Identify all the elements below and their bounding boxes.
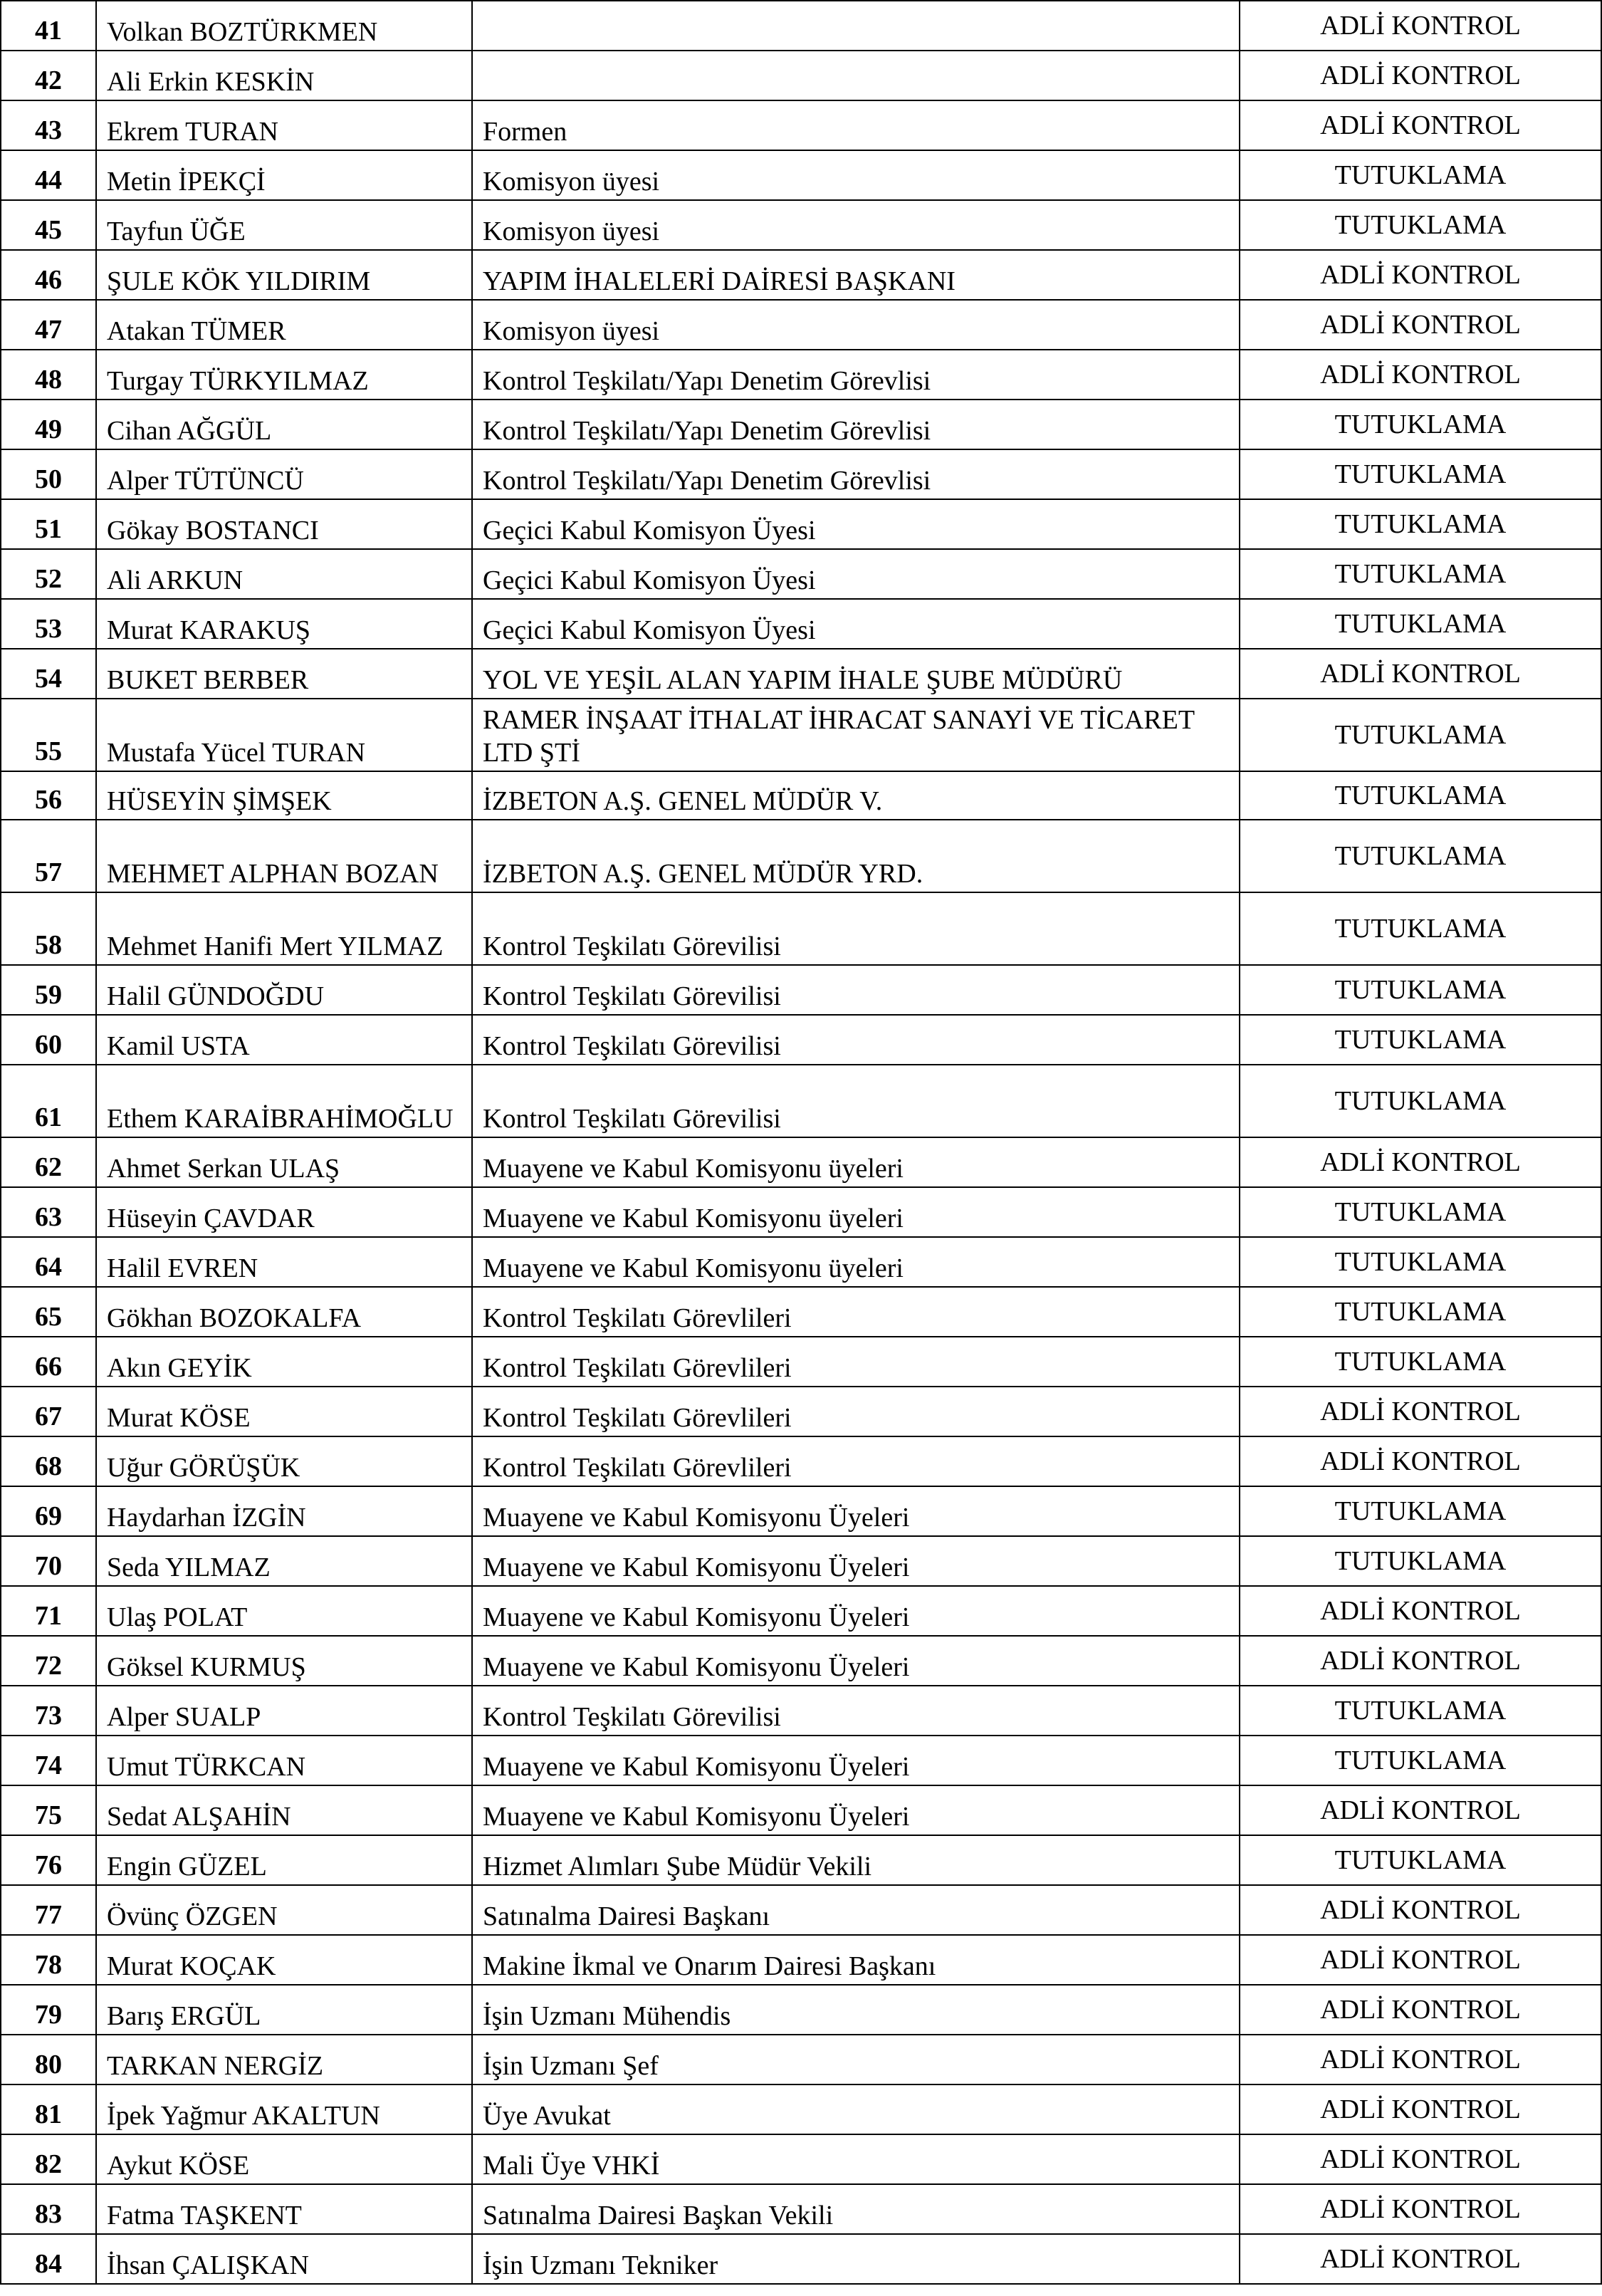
table-row — [1, 2035, 1601, 2084]
person-name: Halil GÜNDOĞDU — [96, 965, 472, 1015]
legal-status: ADLİ KONTROL — [1240, 1885, 1601, 1935]
table-row — [1, 1486, 1601, 1536]
person-name: Akın GEYİK — [96, 1337, 472, 1387]
person-name: Ahmet Serkan ULAŞ — [96, 1137, 472, 1187]
job-title: İşin Uzmanı Tekniker — [472, 2234, 1240, 2284]
table-row — [1, 300, 1601, 350]
person-name: Gökay BOSTANCI — [96, 499, 472, 549]
job-title: Üye Avukat — [472, 2084, 1240, 2134]
job-title: Geçici Kabul Komisyon Üyesi — [472, 549, 1240, 599]
person-name: Aykut KÖSE — [96, 2134, 472, 2184]
table-row — [1, 1187, 1601, 1237]
row-number: 72 — [1, 1636, 96, 1686]
person-name: Halil EVREN — [96, 1237, 472, 1287]
legal-status: ADLİ KONTROL — [1240, 1, 1601, 51]
row-number: 71 — [1, 1586, 96, 1636]
person-name: Ethem KARAİBRAHİMOĞLU — [96, 1065, 472, 1137]
person-name: Barış ERGÜL — [96, 1985, 472, 2035]
job-title: Geçici Kabul Komisyon Üyesi — [472, 499, 1240, 549]
table-row — [1, 100, 1601, 150]
person-name: ŞULE KÖK YILDIRIM — [96, 250, 472, 300]
legal-status: ADLİ KONTROL — [1240, 649, 1601, 699]
table-row — [1, 2234, 1601, 2284]
job-title: Kontrol Teşkilatı Görevilisi — [472, 892, 1240, 965]
person-name: Ulaş POLAT — [96, 1586, 472, 1636]
table-row — [1, 150, 1601, 200]
row-number: 49 — [1, 400, 96, 449]
job-title: Muayene ve Kabul Komisyonu Üyeleri — [472, 1736, 1240, 1785]
person-name: Gökhan BOZOKALFA — [96, 1287, 472, 1337]
table-row — [1, 1137, 1601, 1187]
row-number: 78 — [1, 1935, 96, 1985]
row-number: 59 — [1, 965, 96, 1015]
table-row — [1, 820, 1601, 892]
job-title: Kontrol Teşkilatı Görevilisi — [472, 1065, 1240, 1137]
table-row — [1, 1835, 1601, 1885]
table-row — [1, 1, 1601, 51]
person-name: Alper TÜTÜNCÜ — [96, 449, 472, 499]
job-title: Satınalma Dairesi Başkanı — [472, 1885, 1240, 1935]
person-name: Turgay TÜRKYILMAZ — [96, 350, 472, 400]
table-row — [1, 1686, 1601, 1736]
job-title — [472, 51, 1240, 100]
person-name: İhsan ÇALIŞKAN — [96, 2234, 472, 2284]
row-number: 83 — [1, 2184, 96, 2234]
legal-status: TUTUKLAMA — [1240, 499, 1601, 549]
legal-status: TUTUKLAMA — [1240, 1686, 1601, 1736]
legal-status: ADLİ KONTROL — [1240, 1935, 1601, 1985]
row-number: 69 — [1, 1486, 96, 1536]
table-row — [1, 350, 1601, 400]
job-title: Kontrol Teşkilatı/Yapı Denetim Görevlisi — [472, 350, 1240, 400]
row-number: 67 — [1, 1387, 96, 1436]
person-name: BUKET BERBER — [96, 649, 472, 699]
table-row — [1, 1287, 1601, 1337]
row-number: 82 — [1, 2134, 96, 2184]
job-title: Kontrol Teşkilatı Görevlileri — [472, 1287, 1240, 1337]
person-name: Engin GÜZEL — [96, 1835, 472, 1885]
job-title: Muayene ve Kabul Komisyonu Üyeleri — [472, 1586, 1240, 1636]
legal-status: ADLİ KONTROL — [1240, 350, 1601, 400]
person-name: Alper SUALP — [96, 1686, 472, 1736]
person-name: Mustafa Yücel TURAN — [96, 699, 472, 771]
person-name: MEHMET ALPHAN BOZAN — [96, 820, 472, 892]
legal-status: ADLİ KONTROL — [1240, 1387, 1601, 1436]
row-number: 43 — [1, 100, 96, 150]
legal-status: TUTUKLAMA — [1240, 1835, 1601, 1885]
job-title: Mali Üye VHKİ — [472, 2134, 1240, 2184]
row-number: 50 — [1, 449, 96, 499]
legal-status: ADLİ KONTROL — [1240, 2084, 1601, 2134]
person-name: Ali Erkin KESKİN — [96, 51, 472, 100]
row-number: 52 — [1, 549, 96, 599]
job-title: Muayene ve Kabul Komisyonu üyeleri — [472, 1237, 1240, 1287]
legal-status: ADLİ KONTROL — [1240, 2184, 1601, 2234]
row-number: 68 — [1, 1436, 96, 1486]
job-title: Kontrol Teşkilatı Görevlileri — [472, 1436, 1240, 1486]
table-row — [1, 449, 1601, 499]
legal-status: TUTUKLAMA — [1240, 400, 1601, 449]
legal-status: ADLİ KONTROL — [1240, 1985, 1601, 2035]
table-row — [1, 699, 1601, 771]
job-title: Komisyon üyesi — [472, 150, 1240, 200]
legal-status: ADLİ KONTROL — [1240, 2134, 1601, 2184]
legal-status: TUTUKLAMA — [1240, 449, 1601, 499]
legal-status: TUTUKLAMA — [1240, 1237, 1601, 1287]
job-title: İşin Uzmanı Mühendis — [472, 1985, 1240, 2035]
job-title: Kontrol Teşkilatı Görevilisi — [472, 965, 1240, 1015]
legal-status: ADLİ KONTROL — [1240, 1785, 1601, 1835]
row-number: 51 — [1, 499, 96, 549]
job-title: YAPIM İHALELERİ DAİRESİ BAŞKANI — [472, 250, 1240, 300]
person-name: Seda YILMAZ — [96, 1536, 472, 1586]
person-name: HÜSEYİN ŞİMŞEK — [96, 771, 472, 820]
table-row — [1, 2134, 1601, 2184]
legal-status: TUTUKLAMA — [1240, 200, 1601, 250]
table-row — [1, 1015, 1601, 1065]
row-number: 60 — [1, 1015, 96, 1065]
row-number: 73 — [1, 1686, 96, 1736]
table-row — [1, 1436, 1601, 1486]
job-title: Kontrol Teşkilatı/Yapı Denetim Görevlisi — [472, 449, 1240, 499]
job-title: Hizmet Alımları Şube Müdür Vekili — [472, 1835, 1240, 1885]
row-number: 81 — [1, 2084, 96, 2134]
table-row — [1, 1736, 1601, 1785]
person-name: Murat KARAKUŞ — [96, 599, 472, 649]
person-name: Göksel KURMUŞ — [96, 1636, 472, 1686]
legal-status: ADLİ KONTROL — [1240, 2035, 1601, 2084]
job-title: İZBETON A.Ş. GENEL MÜDÜR V. — [472, 771, 1240, 820]
person-name: Volkan BOZTÜRKMEN — [96, 1, 472, 51]
person-name: Hüseyin ÇAVDAR — [96, 1187, 472, 1237]
job-title: Makine İkmal ve Onarım Dairesi Başkanı — [472, 1935, 1240, 1985]
row-number: 64 — [1, 1237, 96, 1287]
job-title: İZBETON A.Ş. GENEL MÜDÜR YRD. — [472, 820, 1240, 892]
legal-status: TUTUKLAMA — [1240, 1486, 1601, 1536]
job-title: Muayene ve Kabul Komisyonu Üyeleri — [472, 1636, 1240, 1686]
person-name: Ekrem TURAN — [96, 100, 472, 150]
legal-status: TUTUKLAMA — [1240, 150, 1601, 200]
job-title: Muayene ve Kabul Komisyonu üyeleri — [472, 1187, 1240, 1237]
legal-status: TUTUKLAMA — [1240, 965, 1601, 1015]
person-name: Atakan TÜMER — [96, 300, 472, 350]
job-title: Muayene ve Kabul Komisyonu Üyeleri — [472, 1785, 1240, 1835]
table-row — [1, 1935, 1601, 1985]
legal-status: TUTUKLAMA — [1240, 1015, 1601, 1065]
table-row — [1, 250, 1601, 300]
table-row — [1, 1586, 1601, 1636]
row-number: 54 — [1, 649, 96, 699]
person-name: İpek Yağmur AKALTUN — [96, 2084, 472, 2134]
row-number: 44 — [1, 150, 96, 200]
person-name: Mehmet Hanifi Mert YILMAZ — [96, 892, 472, 965]
person-name: Tayfun ÜĞE — [96, 200, 472, 250]
job-title: Komisyon üyesi — [472, 300, 1240, 350]
row-number: 53 — [1, 599, 96, 649]
table-body — [1, 1, 1601, 2284]
legal-status: ADLİ KONTROL — [1240, 2234, 1601, 2284]
table-row — [1, 1337, 1601, 1387]
person-name: Sedat ALŞAHİN — [96, 1785, 472, 1835]
job-title: Muayene ve Kabul Komisyonu Üyeleri — [472, 1486, 1240, 1536]
row-number: 46 — [1, 250, 96, 300]
legal-status: TUTUKLAMA — [1240, 771, 1601, 820]
row-number: 56 — [1, 771, 96, 820]
row-number: 66 — [1, 1337, 96, 1387]
legal-status: TUTUKLAMA — [1240, 549, 1601, 599]
job-title: Kontrol Teşkilatı Görevilisi — [472, 1686, 1240, 1736]
person-name: Övünç ÖZGEN — [96, 1885, 472, 1935]
table-row — [1, 1785, 1601, 1835]
table-row — [1, 51, 1601, 100]
row-number: 57 — [1, 820, 96, 892]
legal-status: TUTUKLAMA — [1240, 1536, 1601, 1586]
legal-status: TUTUKLAMA — [1240, 820, 1601, 892]
person-name: Haydarhan İZGİN — [96, 1486, 472, 1536]
table-row — [1, 549, 1601, 599]
job-title: RAMER İNŞAAT İTHALAT İHRACAT SANAYİ VE TİCARET LTD ŞTİ — [472, 699, 1240, 771]
row-number: 76 — [1, 1835, 96, 1885]
job-title: YOL VE YEŞİL ALAN YAPIM İHALE ŞUBE MÜDÜRÜ — [472, 649, 1240, 699]
legal-status: TUTUKLAMA — [1240, 599, 1601, 649]
job-title: Kontrol Teşkilatı Görevlileri — [472, 1387, 1240, 1436]
table-row — [1, 499, 1601, 549]
job-title: Muayene ve Kabul Komisyonu Üyeleri — [472, 1536, 1240, 1586]
row-number: 70 — [1, 1536, 96, 1586]
row-number: 77 — [1, 1885, 96, 1935]
legal-status: TUTUKLAMA — [1240, 1337, 1601, 1387]
table-row — [1, 771, 1601, 820]
person-name: Ali ARKUN — [96, 549, 472, 599]
row-number: 45 — [1, 200, 96, 250]
legal-status: TUTUKLAMA — [1240, 1065, 1601, 1137]
legal-status: TUTUKLAMA — [1240, 892, 1601, 965]
table-row — [1, 400, 1601, 449]
row-number: 65 — [1, 1287, 96, 1337]
row-number: 84 — [1, 2234, 96, 2284]
legal-status: ADLİ KONTROL — [1240, 1586, 1601, 1636]
row-number: 74 — [1, 1736, 96, 1785]
legal-status: ADLİ KONTROL — [1240, 51, 1601, 100]
job-title: Kontrol Teşkilatı Görevilisi — [472, 1015, 1240, 1065]
row-number: 63 — [1, 1187, 96, 1237]
legal-status: ADLİ KONTROL — [1240, 300, 1601, 350]
table-row — [1, 892, 1601, 965]
row-number: 48 — [1, 350, 96, 400]
table-row — [1, 1536, 1601, 1586]
legal-status: TUTUKLAMA — [1240, 1187, 1601, 1237]
row-number: 58 — [1, 892, 96, 965]
legal-status: TUTUKLAMA — [1240, 699, 1601, 771]
row-number: 62 — [1, 1137, 96, 1187]
job-title — [472, 1, 1240, 51]
person-name: Kamil USTA — [96, 1015, 472, 1065]
job-title: İşin Uzmanı Şef — [472, 2035, 1240, 2084]
row-number: 47 — [1, 300, 96, 350]
job-title: Formen — [472, 100, 1240, 150]
job-title: Satınalma Dairesi Başkan Vekili — [472, 2184, 1240, 2234]
person-name: Fatma TAŞKENT — [96, 2184, 472, 2234]
person-name: Umut TÜRKCAN — [96, 1736, 472, 1785]
row-number: 61 — [1, 1065, 96, 1137]
row-number: 42 — [1, 51, 96, 100]
table-row — [1, 599, 1601, 649]
person-name: Cihan AĞGÜL — [96, 400, 472, 449]
table-row — [1, 1387, 1601, 1436]
row-number: 75 — [1, 1785, 96, 1835]
person-name: Murat KOÇAK — [96, 1935, 472, 1985]
legal-status: ADLİ KONTROL — [1240, 1436, 1601, 1486]
row-number: 41 — [1, 1, 96, 51]
table-row — [1, 1636, 1601, 1686]
job-title: Kontrol Teşkilatı/Yapı Denetim Görevlisi — [472, 400, 1240, 449]
legal-status: ADLİ KONTROL — [1240, 1137, 1601, 1187]
table-row — [1, 1985, 1601, 2035]
table-row — [1, 649, 1601, 699]
person-name: Murat KÖSE — [96, 1387, 472, 1436]
row-number: 80 — [1, 2035, 96, 2084]
row-number: 79 — [1, 1985, 96, 2035]
legal-status: ADLİ KONTROL — [1240, 100, 1601, 150]
table-row — [1, 2184, 1601, 2234]
job-title: Komisyon üyesi — [472, 200, 1240, 250]
table-row — [1, 200, 1601, 250]
person-name: Metin İPEKÇİ — [96, 150, 472, 200]
table-row — [1, 2084, 1601, 2134]
job-title: Kontrol Teşkilatı Görevlileri — [472, 1337, 1240, 1387]
legal-status: TUTUKLAMA — [1240, 1736, 1601, 1785]
table-row — [1, 1237, 1601, 1287]
table-row — [1, 1885, 1601, 1935]
legal-status: ADLİ KONTROL — [1240, 1636, 1601, 1686]
table-row — [1, 965, 1601, 1015]
row-number: 55 — [1, 699, 96, 771]
person-name: TARKAN NERGİZ — [96, 2035, 472, 2084]
job-title: Geçici Kabul Komisyon Üyesi — [472, 599, 1240, 649]
table-row — [1, 1065, 1601, 1137]
legal-status: ADLİ KONTROL — [1240, 250, 1601, 300]
person-name: Uğur GÖRÜŞÜK — [96, 1436, 472, 1486]
job-title: Muayene ve Kabul Komisyonu üyeleri — [472, 1137, 1240, 1187]
legal-status: TUTUKLAMA — [1240, 1287, 1601, 1337]
